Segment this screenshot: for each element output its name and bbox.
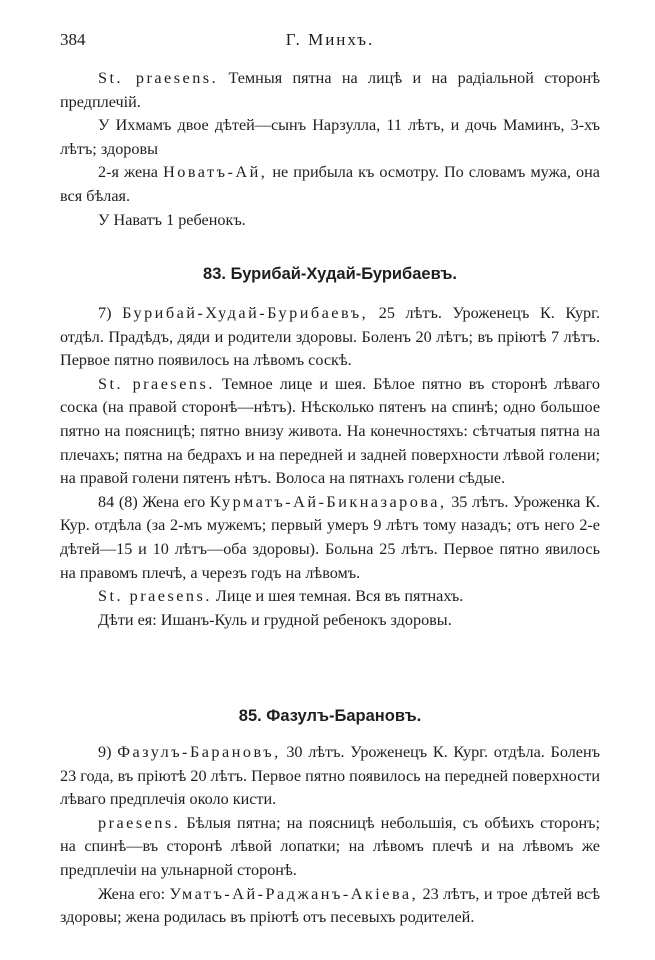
paragraph-text: Бѣлыя пятна; на поясницѣ небольшiя, съ обѣихъ сторонъ; на спинѣ—въ сторонѣ лѣвой лопатки; на лѣвомъ плечѣ и на лѣвомъ же предплечiи на ульнарной сторонѣ.	[60, 813, 600, 879]
paragraph	[60, 302, 600, 373]
paragraph-text: 35 лѣтъ. Уроженка К. Кур. отдѣла (за 2-мъ мужемъ; первый умеръ 9 лѣтъ тому назадъ; отъ него 2-е дѣтей—15 и 10 лѣтъ—оба здоровы). Больна 25 лѣтъ. Первое пятно явилось на правомъ плечѣ, а черезъ годъ на лѣвомъ.	[60, 492, 600, 582]
paragraph	[60, 209, 600, 233]
paragraph-text: У Наватъ 1 ребенокъ.	[98, 210, 246, 229]
paragraph-lead: 84 (8) Жена его	[98, 492, 210, 511]
paragraph-text: 30 лѣтъ. Уроженецъ К. Кург. отдѣла. Боленъ 23 года, въ прiютѣ 20 лѣтъ. Первое пятно появилось на передней поверхности лѣваго предплечiя около кисти.	[60, 743, 601, 809]
paragraph-spaced-name: Новатъ-Ай,	[163, 163, 268, 182]
paragraph-text: 25 лѣтъ. Уроженецъ К. Кург. отдѣл. Прадѣдъ, дяди и родители здоровы. Боленъ 20 лѣтъ; въ прiютѣ 7 лѣтъ. Первое пятно появилось на лѣвомъ соскѣ.	[60, 304, 601, 370]
running-head: Г. Минхъ.	[285, 30, 375, 49]
paragraph-spaced-name: Курматъ-Ай-Бикназарова,	[209, 492, 447, 511]
paragraph-lead: St. praesens.	[98, 587, 212, 606]
paragraph-text: не прибыла къ осмотру. По словамъ мужа, она вся бѣлая.	[60, 163, 600, 205]
paragraph-lead: 7)	[98, 304, 123, 322]
paragraph-lead: St. praesens.	[98, 374, 215, 393]
paragraph-lead: St. praesens.	[98, 69, 219, 87]
paragraph-spaced-name: Уматъ-Ай-Раджанъ-Акiева,	[169, 884, 419, 903]
paragraph	[60, 67, 600, 114]
section-heading-85: 85. Фазулъ-Барановъ.	[238, 707, 422, 725]
section-83-text	[60, 302, 600, 632]
page-header	[60, 30, 600, 56]
paragraph-spaced-name: Фазулъ-Барановъ,	[117, 743, 281, 761]
paragraph-text: Темныя пятна на лицѣ и на радiальной сторонѣ предплечiй.	[60, 69, 601, 111]
paragraph	[60, 812, 600, 883]
paragraph	[60, 491, 600, 585]
page-number: 384	[60, 30, 86, 49]
paragraph-lead: praesens.	[98, 813, 181, 832]
paragraph	[60, 741, 600, 812]
paragraph-lead: 9)	[98, 743, 118, 761]
intro-text-block	[60, 67, 600, 232]
paragraph-text: 23 лѣтъ, и трое дѣтей всѣ здоровы; жена родилась въ прiютѣ отъ песевыхъ родителей.	[60, 884, 600, 927]
paragraph	[60, 883, 600, 930]
paragraph	[60, 161, 600, 208]
paragraph	[60, 609, 600, 633]
paragraph	[60, 114, 600, 161]
paragraph	[60, 373, 600, 491]
paragraph-lead: 2-я жена	[98, 163, 164, 182]
paragraph-text: У Ихмамъ двое дѣтей—сынъ Нарзулла, 11 лѣтъ, и дочь Маминъ, 3-хъ лѣтъ; здоровы	[60, 116, 600, 158]
section-heading-83: 83. Бурибай-Худай-Бурибаевъ.	[203, 265, 457, 283]
paragraph	[60, 585, 600, 609]
paragraph-text: Темное лице и шея. Бѣлое пятно въ сторонѣ лѣваго соска (на правой сторонѣ—нѣтъ). Нѣсколько пятенъ на спинѣ; одно большое пятно на поясницѣ; пятно внизу живота. На конечностяхъ: сѣтчатыя пятна на плечахъ; пятна на бедрахъ и на передней и задней поверхности лѣвой голени; на правой голени пятенъ нѣтъ. Волоса на пятнахъ голени сѣдые.	[60, 374, 600, 488]
paragraph-text: Лице и шея темная. Вся въ пятнахъ.	[211, 587, 464, 606]
paragraph-lead: Жена его:	[98, 884, 170, 903]
paragraph-text: Дѣти ея: Ишанъ-Куль и грудной ребенокъ здоровы.	[98, 610, 452, 629]
paragraph-spaced-name: Бурибай-Худай-Бурибаевъ,	[122, 304, 369, 322]
section-85-text	[60, 741, 600, 930]
